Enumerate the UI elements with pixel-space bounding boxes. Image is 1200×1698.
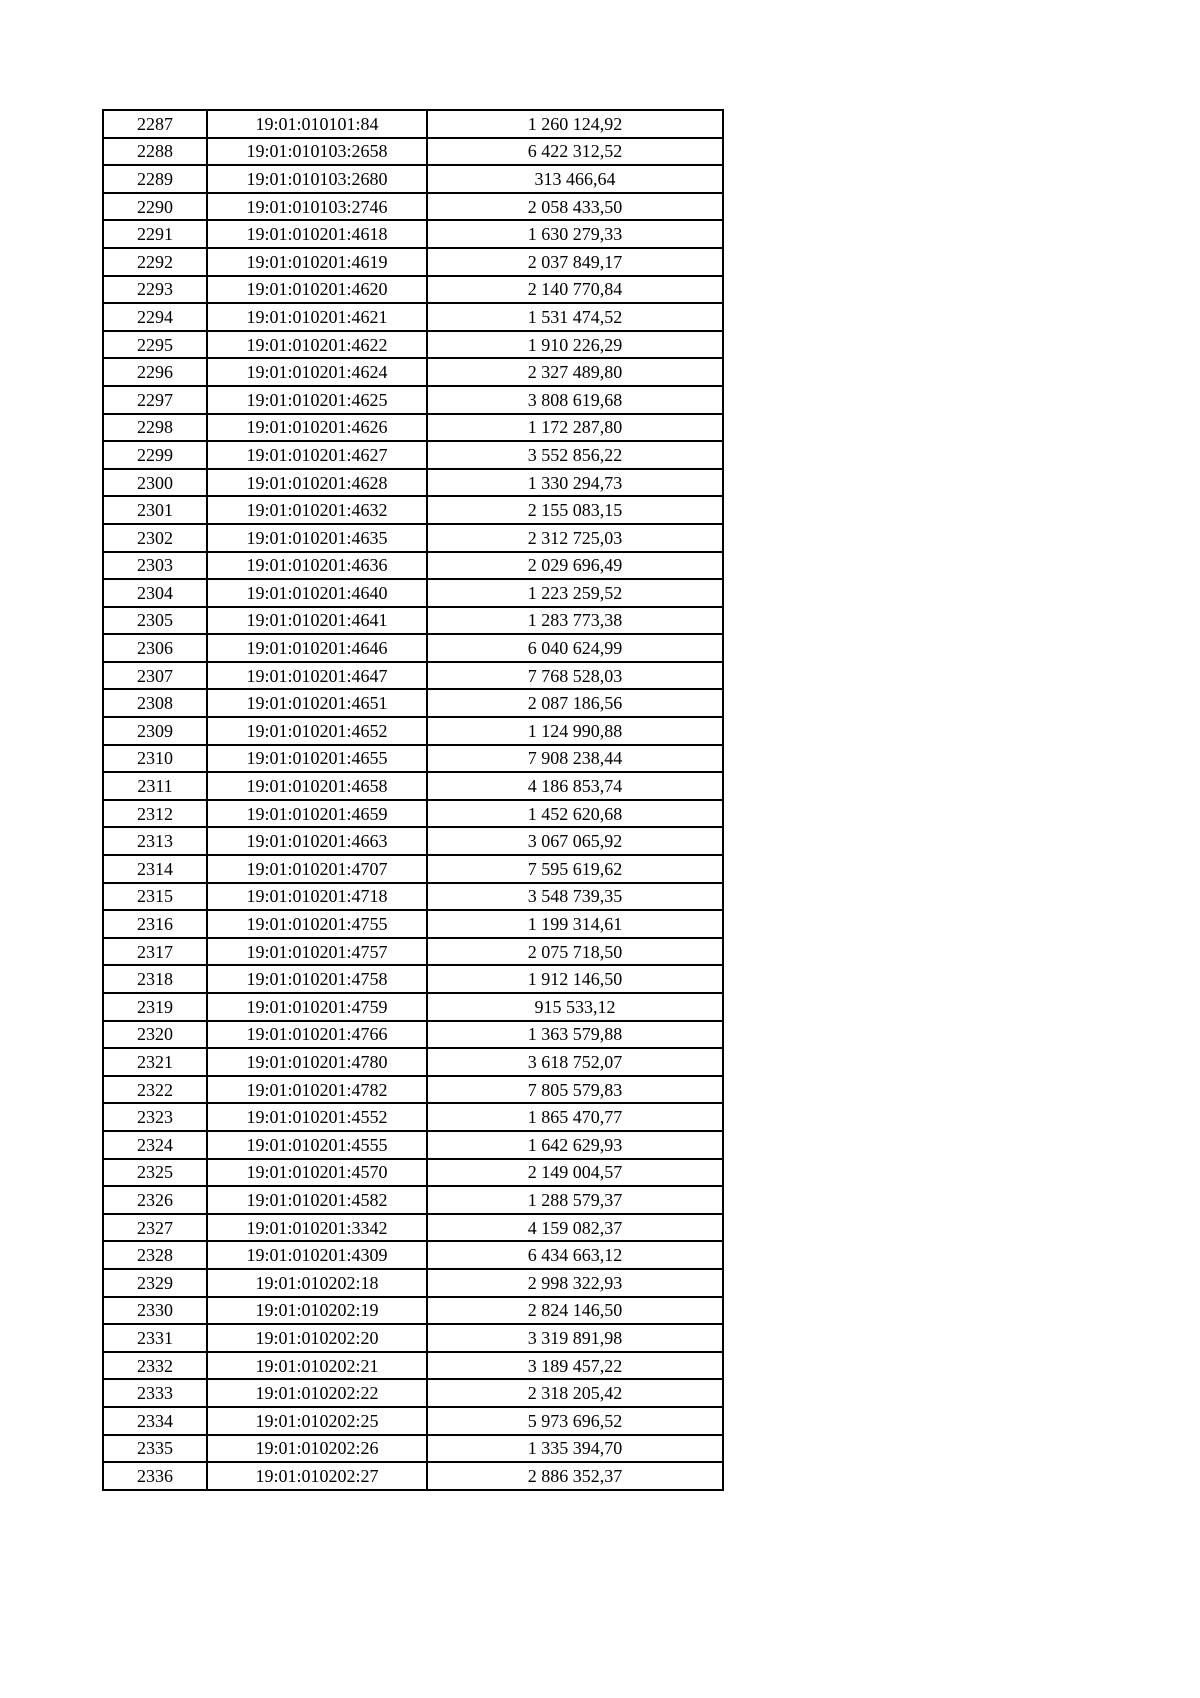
row-number-cell: 2305 [103, 607, 207, 635]
cadastral-value-cell: 1 172 287,80 [427, 414, 723, 442]
table-row [103, 1076, 723, 1104]
table-row [103, 1048, 723, 1076]
cadastral-value-cell: 7 908 238,44 [427, 745, 723, 773]
cadastral-number-cell: 19:01:010201:4619 [207, 248, 427, 276]
table-row [103, 1103, 723, 1131]
cadastral-number-cell: 19:01:010201:4309 [207, 1241, 427, 1269]
row-number-cell: 2316 [103, 910, 207, 938]
table-row [103, 772, 723, 800]
cadastral-value-cell: 2 318 205,42 [427, 1379, 723, 1407]
cadastral-number-cell: 19:01:010201:4659 [207, 800, 427, 828]
cadastral-number-cell: 19:01:010201:3342 [207, 1214, 427, 1242]
table-row [103, 276, 723, 304]
cadastral-number-cell: 19:01:010201:4618 [207, 220, 427, 248]
row-number-cell: 2327 [103, 1214, 207, 1242]
table-row [103, 1186, 723, 1214]
cadastral-number-cell: 19:01:010201:4624 [207, 358, 427, 386]
row-number-cell: 2289 [103, 165, 207, 193]
cadastral-value-cell: 3 618 752,07 [427, 1048, 723, 1076]
row-number-cell: 2312 [103, 800, 207, 828]
cadastral-number-cell: 19:01:010201:4718 [207, 883, 427, 911]
cadastral-number-cell: 19:01:010201:4552 [207, 1103, 427, 1131]
cadastral-value-cell: 313 466,64 [427, 165, 723, 193]
cadastral-number-cell: 19:01:010201:4570 [207, 1159, 427, 1187]
cadastral-number-cell: 19:01:010201:4655 [207, 745, 427, 773]
row-number-cell: 2288 [103, 138, 207, 166]
table-row [103, 607, 723, 635]
row-number-cell: 2299 [103, 441, 207, 469]
table-row [103, 1241, 723, 1269]
cadastral-value-cell: 2 037 849,17 [427, 248, 723, 276]
cadastral-number-cell: 19:01:010201:4780 [207, 1048, 427, 1076]
table-row [103, 993, 723, 1021]
cadastral-number-cell: 19:01:010202:19 [207, 1297, 427, 1325]
cadastral-number-cell: 19:01:010202:27 [207, 1462, 427, 1490]
table-row [103, 827, 723, 855]
table-row [103, 1297, 723, 1325]
row-number-cell: 2328 [103, 1241, 207, 1269]
cadastral-value-cell: 3 808 619,68 [427, 386, 723, 414]
row-number-cell: 2308 [103, 689, 207, 717]
table-row [103, 1324, 723, 1352]
cadastral-value-cell: 1 912 146,50 [427, 965, 723, 993]
row-number-cell: 2304 [103, 579, 207, 607]
cadastral-value-cell: 1 199 314,61 [427, 910, 723, 938]
row-number-cell: 2300 [103, 469, 207, 497]
table-row [103, 414, 723, 442]
cadastral-number-cell: 19:01:010201:4621 [207, 303, 427, 331]
row-number-cell: 2321 [103, 1048, 207, 1076]
cadastral-number-cell: 19:01:010201:4625 [207, 386, 427, 414]
row-number-cell: 2335 [103, 1435, 207, 1463]
cadastral-value-cell: 2 058 433,50 [427, 193, 723, 221]
cadastral-number-cell: 19:01:010201:4640 [207, 579, 427, 607]
table-row [103, 1131, 723, 1159]
cadastral-value-cell: 2 886 352,37 [427, 1462, 723, 1490]
cadastral-value-cell: 2 149 004,57 [427, 1159, 723, 1187]
row-number-cell: 2324 [103, 1131, 207, 1159]
cadastral-value-cell: 1 452 620,68 [427, 800, 723, 828]
cadastral-value-cell: 2 312 725,03 [427, 524, 723, 552]
cadastral-number-cell: 19:01:010201:4647 [207, 662, 427, 690]
row-number-cell: 2310 [103, 745, 207, 773]
table-row [103, 883, 723, 911]
table-row [103, 1435, 723, 1463]
row-number-cell: 2336 [103, 1462, 207, 1490]
cadastral-number-cell: 19:01:010201:4651 [207, 689, 427, 717]
cadastral-value-cell: 7 768 528,03 [427, 662, 723, 690]
table-row [103, 1352, 723, 1380]
cadastral-value-cell: 915 533,12 [427, 993, 723, 1021]
table-row [103, 1269, 723, 1297]
cadastral-value-cell: 6 040 624,99 [427, 634, 723, 662]
row-number-cell: 2317 [103, 938, 207, 966]
cadastral-number-cell: 19:01:010201:4758 [207, 965, 427, 993]
cadastral-number-cell: 19:01:010201:4620 [207, 276, 427, 304]
row-number-cell: 2298 [103, 414, 207, 442]
row-number-cell: 2322 [103, 1076, 207, 1104]
row-number-cell: 2294 [103, 303, 207, 331]
cadastral-number-cell: 19:01:010201:4658 [207, 772, 427, 800]
cadastral-value-cell: 1 642 629,93 [427, 1131, 723, 1159]
table-row [103, 110, 723, 138]
row-number-cell: 2329 [103, 1269, 207, 1297]
cadastral-number-cell: 19:01:010103:2746 [207, 193, 427, 221]
cadastral-value-cell: 1 330 294,73 [427, 469, 723, 497]
table-row [103, 496, 723, 524]
cadastral-value-cell: 1 363 579,88 [427, 1021, 723, 1049]
table-row [103, 138, 723, 166]
cadastral-value-cell: 2 998 322,93 [427, 1269, 723, 1297]
row-number-cell: 2302 [103, 524, 207, 552]
table-row [103, 938, 723, 966]
row-number-cell: 2303 [103, 552, 207, 580]
row-number-cell: 2293 [103, 276, 207, 304]
cadastral-value-cell: 3 319 891,98 [427, 1324, 723, 1352]
cadastral-value-cell: 1 630 279,33 [427, 220, 723, 248]
row-number-cell: 2292 [103, 248, 207, 276]
cadastral-value-cell: 2 824 146,50 [427, 1297, 723, 1325]
table-row [103, 689, 723, 717]
table-row [103, 745, 723, 773]
row-number-cell: 2326 [103, 1186, 207, 1214]
row-number-cell: 2313 [103, 827, 207, 855]
row-number-cell: 2334 [103, 1407, 207, 1435]
table-row [103, 910, 723, 938]
cadastral-value-cell: 1 283 773,38 [427, 607, 723, 635]
cadastral-number-cell: 19:01:010201:4582 [207, 1186, 427, 1214]
row-number-cell: 2295 [103, 331, 207, 359]
cadastral-value-cell: 3 548 739,35 [427, 883, 723, 911]
cadastral-value-cell: 4 159 082,37 [427, 1214, 723, 1242]
cadastral-value-cell: 2 087 186,56 [427, 689, 723, 717]
cadastral-value-cell: 2 155 083,15 [427, 496, 723, 524]
row-number-cell: 2319 [103, 993, 207, 1021]
cadastral-value-cell: 7 805 579,83 [427, 1076, 723, 1104]
table-body [103, 110, 723, 1490]
cadastral-value-cell: 2 075 718,50 [427, 938, 723, 966]
row-number-cell: 2318 [103, 965, 207, 993]
cadastral-value-cell: 1 910 226,29 [427, 331, 723, 359]
table-row [103, 552, 723, 580]
row-number-cell: 2315 [103, 883, 207, 911]
table-row [103, 524, 723, 552]
cadastral-number-cell: 19:01:010201:4766 [207, 1021, 427, 1049]
cadastral-value-cell: 2 327 489,80 [427, 358, 723, 386]
cadastral-value-cell: 7 595 619,62 [427, 855, 723, 883]
table-row [103, 800, 723, 828]
row-number-cell: 2330 [103, 1297, 207, 1325]
cadastral-number-cell: 19:01:010201:4755 [207, 910, 427, 938]
row-number-cell: 2297 [103, 386, 207, 414]
cadastral-number-cell: 19:01:010201:4641 [207, 607, 427, 635]
cadastral-number-cell: 19:01:010202:18 [207, 1269, 427, 1297]
cadastral-number-cell: 19:01:010201:4646 [207, 634, 427, 662]
cadastral-value-cell: 1 260 124,92 [427, 110, 723, 138]
cadastral-number-cell: 19:01:010201:4627 [207, 441, 427, 469]
table-row [103, 165, 723, 193]
table-row [103, 1407, 723, 1435]
cadastral-number-cell: 19:01:010201:4782 [207, 1076, 427, 1104]
cadastral-number-cell: 19:01:010201:4632 [207, 496, 427, 524]
cadastral-number-cell: 19:01:010201:4663 [207, 827, 427, 855]
table-row [103, 1021, 723, 1049]
cadastral-value-cell: 5 973 696,52 [427, 1407, 723, 1435]
cadastral-value-table [102, 109, 724, 1491]
table-row [103, 1214, 723, 1242]
cadastral-number-cell: 19:01:010201:4707 [207, 855, 427, 883]
row-number-cell: 2314 [103, 855, 207, 883]
row-number-cell: 2323 [103, 1103, 207, 1131]
row-number-cell: 2311 [103, 772, 207, 800]
table-row [103, 248, 723, 276]
cadastral-number-cell: 19:01:010201:4555 [207, 1131, 427, 1159]
row-number-cell: 2333 [103, 1379, 207, 1407]
table-row [103, 855, 723, 883]
table-row [103, 469, 723, 497]
cadastral-number-cell: 19:01:010201:4757 [207, 938, 427, 966]
row-number-cell: 2301 [103, 496, 207, 524]
row-number-cell: 2309 [103, 717, 207, 745]
row-number-cell: 2290 [103, 193, 207, 221]
cadastral-number-cell: 19:01:010103:2680 [207, 165, 427, 193]
cadastral-number-cell: 19:01:010201:4636 [207, 552, 427, 580]
table-row [103, 965, 723, 993]
table-row [103, 220, 723, 248]
cadastral-value-cell: 6 422 312,52 [427, 138, 723, 166]
cadastral-number-cell: 19:01:010201:4635 [207, 524, 427, 552]
row-number-cell: 2332 [103, 1352, 207, 1380]
table-row [103, 1462, 723, 1490]
row-number-cell: 2291 [103, 220, 207, 248]
table-row [103, 717, 723, 745]
cadastral-value-cell: 6 434 663,12 [427, 1241, 723, 1269]
table-row [103, 634, 723, 662]
cadastral-value-cell: 4 186 853,74 [427, 772, 723, 800]
cadastral-value-cell: 1 223 259,52 [427, 579, 723, 607]
cadastral-number-cell: 19:01:010202:25 [207, 1407, 427, 1435]
cadastral-value-cell: 3 552 856,22 [427, 441, 723, 469]
table-row [103, 303, 723, 331]
table-row [103, 331, 723, 359]
cadastral-value-cell: 1 531 474,52 [427, 303, 723, 331]
cadastral-number-cell: 19:01:010202:26 [207, 1435, 427, 1463]
row-number-cell: 2287 [103, 110, 207, 138]
cadastral-value-cell: 1 124 990,88 [427, 717, 723, 745]
cadastral-value-cell: 1 335 394,70 [427, 1435, 723, 1463]
cadastral-number-cell: 19:01:010101:84 [207, 110, 427, 138]
cadastral-number-cell: 19:01:010201:4652 [207, 717, 427, 745]
table-row [103, 386, 723, 414]
cadastral-number-cell: 19:01:010201:4626 [207, 414, 427, 442]
table-row [103, 193, 723, 221]
table-row [103, 441, 723, 469]
cadastral-number-cell: 19:01:010202:21 [207, 1352, 427, 1380]
cadastral-number-cell: 19:01:010202:20 [207, 1324, 427, 1352]
row-number-cell: 2331 [103, 1324, 207, 1352]
table-row [103, 662, 723, 690]
cadastral-value-cell: 1 288 579,37 [427, 1186, 723, 1214]
cadastral-value-cell: 3 189 457,22 [427, 1352, 723, 1380]
row-number-cell: 2325 [103, 1159, 207, 1187]
row-number-cell: 2296 [103, 358, 207, 386]
cadastral-value-cell: 2 029 696,49 [427, 552, 723, 580]
table-row [103, 1379, 723, 1407]
table-row [103, 358, 723, 386]
cadastral-number-cell: 19:01:010201:4628 [207, 469, 427, 497]
row-number-cell: 2320 [103, 1021, 207, 1049]
cadastral-number-cell: 19:01:010202:22 [207, 1379, 427, 1407]
cadastral-value-cell: 3 067 065,92 [427, 827, 723, 855]
cadastral-value-cell: 2 140 770,84 [427, 276, 723, 304]
table-row [103, 1159, 723, 1187]
row-number-cell: 2307 [103, 662, 207, 690]
cadastral-number-cell: 19:01:010201:4759 [207, 993, 427, 1021]
cadastral-number-cell: 19:01:010201:4622 [207, 331, 427, 359]
cadastral-number-cell: 19:01:010103:2658 [207, 138, 427, 166]
table-row [103, 579, 723, 607]
cadastral-value-cell: 1 865 470,77 [427, 1103, 723, 1131]
row-number-cell: 2306 [103, 634, 207, 662]
